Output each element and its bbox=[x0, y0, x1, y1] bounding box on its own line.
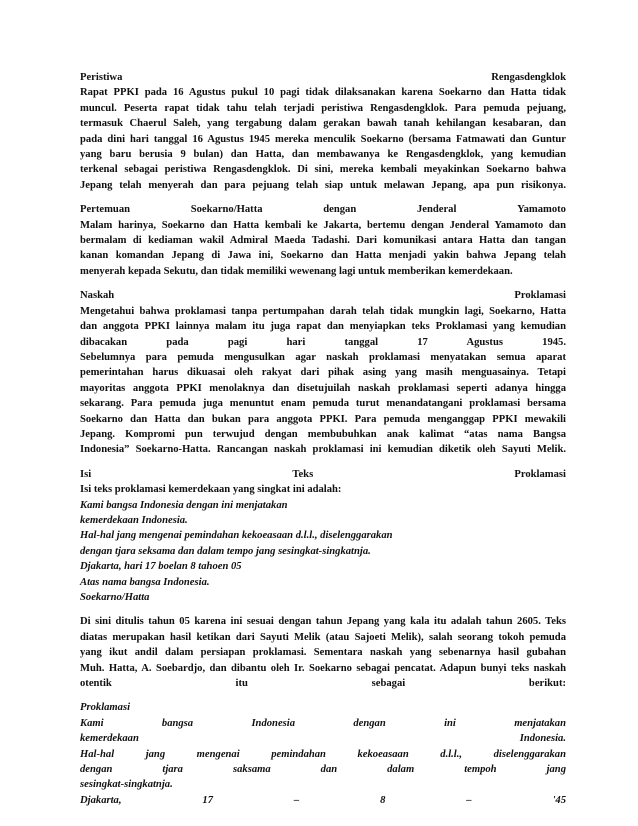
quote-line: dengan tjara seksama dan dalam tempo jang sesingkat-singkatnja. bbox=[80, 545, 371, 557]
otentik-line: Djakarta, 17 – 8 – '45 bbox=[80, 794, 566, 806]
heading-word: Pertemuan bbox=[80, 204, 131, 216]
section-isi-teks bbox=[80, 467, 566, 606]
otentik-line: Kami bangsa Indonesia dengan ini menjatakan bbox=[80, 717, 566, 729]
heading-word: Teks bbox=[292, 468, 314, 480]
otentik-line: kemerdekaan Indonesia. bbox=[80, 733, 566, 745]
paragraph-line: otentik itu sebagai berikut: bbox=[80, 678, 566, 690]
paragraph-line: bermalam di kediaman wakil Admiral Maeda Tadashi. Dari komunikasi antara Hatta dan tangan bbox=[80, 235, 566, 247]
quote-line: kemerdekaan Indonesia. bbox=[80, 514, 188, 526]
quote-line: Soekarno/Hatta bbox=[80, 592, 150, 603]
intro-line: Isi teks proklamasi kemerdekaan yang singkat ini adalah: bbox=[80, 484, 342, 496]
section-naskah bbox=[80, 288, 566, 457]
paragraph-line: kanan komandan Jepang di Jawa ini, Soekarno dan Hatta menjadi yakin bahwa Jepang telah bbox=[80, 250, 566, 262]
quote-line: Atas nama bangsa Indonesia. bbox=[80, 576, 210, 588]
section-rengasdengklok bbox=[80, 70, 566, 193]
paragraph-line: dibacakan pada pagi hari tanggal 17 Agustus 1945. bbox=[80, 336, 566, 348]
heading-word: Naskah bbox=[80, 290, 115, 302]
section-heading bbox=[80, 70, 566, 85]
heading-word: Soekarno/Hatta bbox=[190, 204, 263, 216]
section-otentik bbox=[80, 700, 566, 808]
paragraph-line: Soekarno dan Hatta dan bukan para anggota PPKI. Para pemuda menganggap PPKI mewakili bbox=[80, 413, 566, 425]
paragraph-line: diatas merupakan hasil ketikan dari Sayuti Melik (atau Sajoeti Melik), salah seorang tokoh pemuda bbox=[80, 631, 566, 643]
document-body bbox=[80, 70, 566, 808]
otentik-line: Hal-hal jang mengenai pemindahan kekoeasaan d.l.l., diselenggarakan bbox=[80, 748, 566, 760]
paragraph-line: Jepang telah menyerah dan para pejuang telah siap untuk melawan Jepang, apa pun risikonya. bbox=[80, 179, 566, 191]
heading-word: dengan bbox=[323, 204, 357, 216]
quote-line: Hal-hal jang mengenai pemindahan kekoeasaan d.l.l., diselenggarakan bbox=[80, 530, 393, 542]
paragraph-line: Jepang. Kompromi pun terwujud dengan membubuhkan anak kalimat “atas nama Bangsa bbox=[80, 428, 566, 440]
paragraph-line: pemerintahan harus dikuasai oleh rakyat dari pihak asing yang masih menguasainya. Tetapi bbox=[80, 367, 566, 379]
quote-line: Kami bangsa Indonesia dengan ini menjatakan bbox=[80, 499, 288, 511]
paragraph-line: yang baru berusia 9 bulan) dan Hatta, dan membawanya ke Rengasdengklok, yang kemudian bbox=[80, 149, 566, 161]
heading-word: Proklamasi bbox=[514, 468, 566, 480]
paragraph-line: Rapat PPKI pada 16 Agustus pukul 10 pagi tidak dilaksanakan karena Soekarno dan Hatta tidak bbox=[80, 87, 566, 99]
heading-word: Yamamoto bbox=[517, 204, 566, 216]
heading-word: Isi bbox=[80, 468, 92, 480]
paragraph-line: dan anggota PPKI lainnya malam itu juga rapat dan menyiapkan teks Proklamasi yang kemudian bbox=[80, 321, 566, 333]
heading-word: Rengasdengklok bbox=[491, 72, 566, 83]
paragraph-line: muncul. Peserta rapat tidak tahu telah terjadi peristiwa Rengasdengklok. Para pemuda pejuang, bbox=[80, 102, 566, 114]
paragraph-line: pada dini hari tanggal 16 Agustus 1945 mereka menculik Soekarno (bersama Fatmawati dan Guntur bbox=[80, 133, 566, 145]
paragraph-line: menyerah kepada Sekutu, dan tidak memiliki wewenang lagi untuk memberikan kemerdekaan. bbox=[80, 265, 513, 277]
heading-word: Proklamasi bbox=[514, 290, 566, 302]
paragraph-line: yang ikut andil dalam persiapan proklamasi. Sementara naskah yang sebenarnya hasil gubahan bbox=[80, 647, 566, 659]
paragraph-line: Mengetahui bahwa proklamasi tanpa pertumpahan darah telah tidak mungkin lagi, Soekarno, Hatta bbox=[80, 305, 566, 317]
paragraph-line: Malam harinya, Soekarno dan Hatta kembali ke Jakarta, bertemu dengan Jenderal Yamamoto dan bbox=[80, 219, 566, 231]
otentik-line: dengan tjara saksama dan dalam tempoh jang bbox=[80, 764, 566, 776]
section-pertemuan bbox=[80, 202, 566, 279]
paragraph-line: Sebelumnya para pemuda mengusulkan agar naskah proklamasi menyatakan semua aparat bbox=[80, 351, 566, 363]
quote-line: Djakarta, hari 17 boelan 8 tahoen 05 bbox=[80, 561, 242, 573]
paragraph-line: termasuk Chaerul Saleh, yang tergabung dalam gerakan bawah tanah kehilangan kesabaran, dan bbox=[80, 118, 566, 130]
paragraph-line: Muh. Hatta, A. Soebardjo, dan dibantu oleh Ir. Soekarno sebagai pencatat. Adapun bunyi teks naskah bbox=[80, 662, 566, 674]
paragraph-line: Di sini ditulis tahun 05 karena ini sesuai dengan tahun Jepang yang kala itu adalah tahun 2605. Teks bbox=[80, 616, 566, 628]
section-heading bbox=[80, 288, 566, 303]
paragraph-line: terkenal sebagai peristiwa Rengasdengklok. Di sini, mereka kembali meyakinkan Soekarno bahwa bbox=[80, 164, 566, 176]
section-tahun bbox=[80, 614, 566, 691]
heading-word: Jenderal bbox=[416, 204, 457, 216]
paragraph-line: mayoritas anggota PPKI menolaknya dan disetujuilah naskah proklamasi seperti adanya hingga bbox=[80, 382, 566, 394]
otentik-title: Proklamasi bbox=[80, 702, 131, 714]
paragraph-line: Indonesia” Soekarno-Hatta. Rancangan naskah proklamasi ini kemudian diketik oleh Sayuti Melik. bbox=[80, 444, 566, 456]
section-heading bbox=[80, 467, 566, 482]
otentik-line: sesingkat-singkatnja. bbox=[80, 779, 173, 791]
paragraph-line: sekarang. Para pemuda juga menuntut enam pemuda turut menandatangani proklamasi bersama bbox=[80, 398, 566, 410]
section-heading bbox=[80, 202, 566, 217]
heading-word: Peristiwa bbox=[80, 72, 123, 83]
